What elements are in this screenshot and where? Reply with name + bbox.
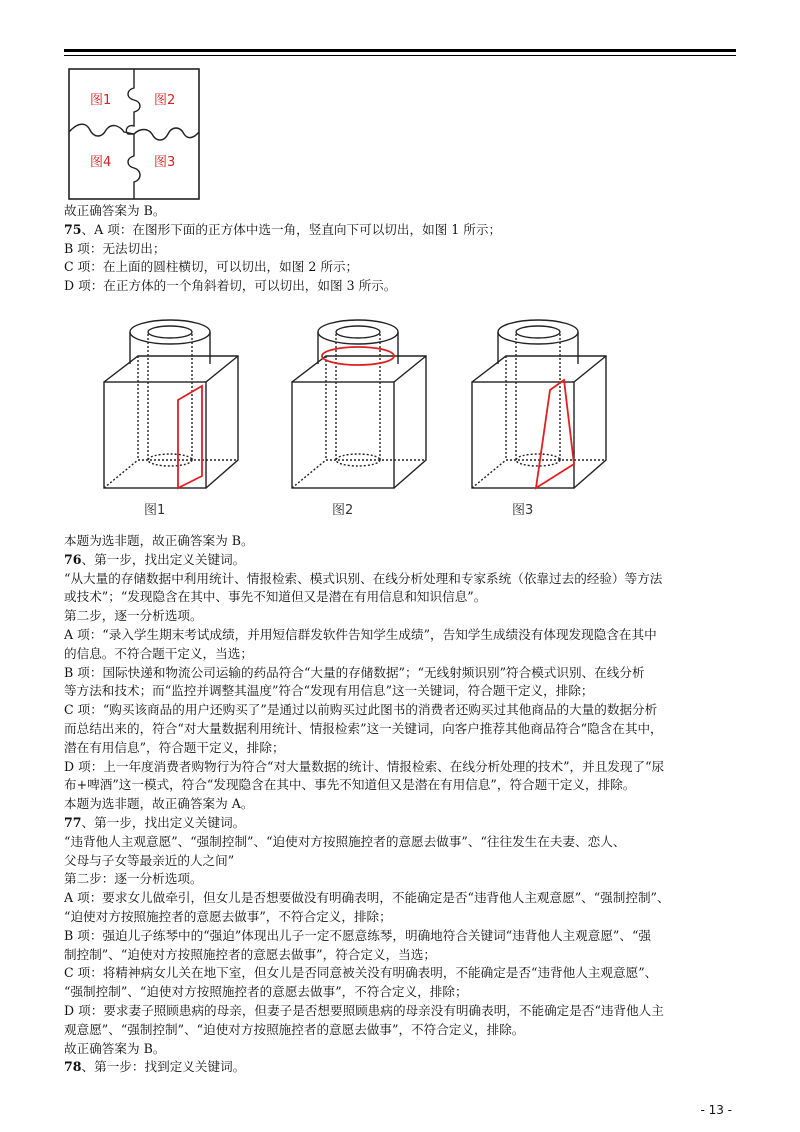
puzzle-label-2: 图2	[154, 93, 176, 108]
cut-outline-3	[536, 380, 574, 488]
header-rule-thick	[64, 49, 736, 52]
q76-line: 布+啤酒”这一模式，符合“发现隐含在其中、事先不知道但又是潜在有用信息”，符合题干定义，排除。	[64, 777, 636, 793]
cube-figure-2	[292, 320, 426, 488]
q76-line: 而总结出来的，符合“对大量数据利用统计、情报检索”这一关键词，向客户推荐其他商品符合“隐含在其中，	[64, 720, 663, 736]
q76-line: B 项：国际快递和物流公司运输的药品符合“大量的存储数据”；“无线射频识别”符合模式识别、在线分析	[64, 664, 645, 680]
answer-line: 故正确答案为 B。	[64, 203, 166, 218]
cube-figure-1	[104, 320, 238, 488]
q77-line: C 项：将精神病女儿关在地下室，但女儿是否同意被关没有明确表明，不能确定是否“违背他人主观意愿”、	[64, 965, 658, 981]
q77-first-line	[64, 814, 740, 833]
q77-line: 观意愿”、“强制控制”、“迫使对方按照施控者的意愿去做事”，不符合定义，排除。	[64, 1021, 525, 1037]
q76-answer: 本题为选非题，故正确答案为 A。	[64, 796, 254, 812]
q77-step1: 、第一步，找出定义关键词。	[81, 814, 246, 830]
q77-line: 制控制”、“迫使对方按照施控者的意愿去做事”，符合定义，当选；	[64, 946, 436, 962]
q75-first-line	[64, 221, 740, 240]
cube-figures	[96, 304, 696, 524]
cut-outline-1	[178, 386, 202, 488]
q75-line-c: C 项：在上面的圆柱横切，可以切出，如图 2 所示；	[64, 259, 359, 275]
q77-answer: 故正确答案为 B。	[64, 1040, 166, 1056]
header-rule-thin	[64, 55, 736, 56]
q77-line: 第二步：逐一分析选项。	[64, 871, 203, 887]
q77-line: “强制控制”、“迫使对方按照施控者的意愿去做事”，不符合定义，排除；	[64, 984, 468, 1000]
q77-line: B 项：强迫儿子练琴中的“强迫”体现出儿子一定不愿意练琴，明确地符合关键词“违背他人主观意愿”、“强	[64, 927, 651, 943]
q77-line: “迫使对方按照施控者的意愿去做事”，不符合定义，排除；	[64, 908, 392, 924]
page-number: - 13 -	[700, 1103, 732, 1117]
q76-number: 76	[64, 551, 82, 567]
q77-line: A 项：要求女儿做牵引，但女儿是否想要做没有明确表明，不能确定是否“违背他人主观意愿”、“强制控制”、	[64, 890, 670, 906]
q76-line: A 项：“录入学生期末考试成绩，并用短信群发软件告知学生成绩”，告知学生成绩没有体现发现隐含在其中	[64, 626, 657, 642]
q77-line: “违背他人主观意愿”、“强制控制”、“迫使对方按照施控者的意愿去做事”、“往往发生在夫妻、恋人、	[64, 833, 626, 849]
q78-number: 78	[64, 1059, 82, 1075]
figure-label-2: 图2	[332, 503, 354, 518]
q75-number: 75	[64, 221, 82, 237]
q76-line: 潜在有用信息”，符合题干定义，排除；	[64, 739, 285, 755]
figure-label-3: 图3	[512, 503, 534, 518]
q76-line: 等方法和技术；而“监控并调整其温度”符合“发现有用信息”这一关键词，符合题干定义，排除；	[64, 683, 594, 699]
puzzle-label-4: 图4	[90, 155, 112, 170]
q77-number: 77	[64, 814, 82, 830]
answer-line-75: 本题为选非题，故正确答案为 B。	[64, 533, 254, 548]
cube-figure-3	[472, 320, 606, 488]
q76-line: “从大量的存储数据中利用统计、情报检索、模式识别、在线分析处理和专家系统（依靠过去的经验）等方法	[64, 570, 663, 586]
answers-76-78	[64, 532, 740, 1077]
puzzle-figure	[68, 68, 200, 200]
q76-step1: 、第一步，找出定义关键词。	[81, 551, 246, 567]
q78-step1: 、第一步：找到定义关键词。	[81, 1059, 246, 1075]
puzzle-label-1: 图1	[90, 93, 112, 108]
q76-line: 或技术”；“发现隐含在其中、事先不知道但又是潜在有用信息和知识信息”。	[64, 589, 487, 605]
q75-line-b: B 项：无法切出；	[64, 240, 166, 256]
answer-block-74	[64, 202, 740, 296]
q77-line: D 项：要求妻子照顾患病的母亲，但妻子是否想要照顾患病的母亲没有明确表明，不能确定是否“违背他人主	[64, 1002, 664, 1018]
q76-first-line	[64, 551, 740, 570]
q77-line: 父母与子女等最亲近的人之间”	[64, 852, 235, 868]
q76-line: 第二步，逐一分析选项。	[64, 608, 203, 624]
q78-first-line	[64, 1058, 740, 1077]
q75-line-d: D 项：在正方体的一个角斜着切，可以切出，如图 3 所示。	[64, 278, 397, 294]
figure-label-1: 图1	[144, 503, 166, 518]
q76-line: C 项：“购买该商品的用户还购买了”是通过以前购买过此图书的消费者还购买过其他商品的大量的数据分析	[64, 702, 658, 718]
q76-line: 的信息。不符合题干定义，当选；	[64, 645, 253, 661]
puzzle-label-3: 图3	[154, 155, 176, 170]
q76-line: D 项：上一年度消费者购物行为符合“对大量数据的统计、情报检索、在线分析处理的技术”，并且发现了“尿	[64, 758, 665, 774]
q75-line-a: 、A 项：在图形下面的正方体中选一角，竖直向下可以切出，如图 1 所示；	[81, 221, 502, 237]
